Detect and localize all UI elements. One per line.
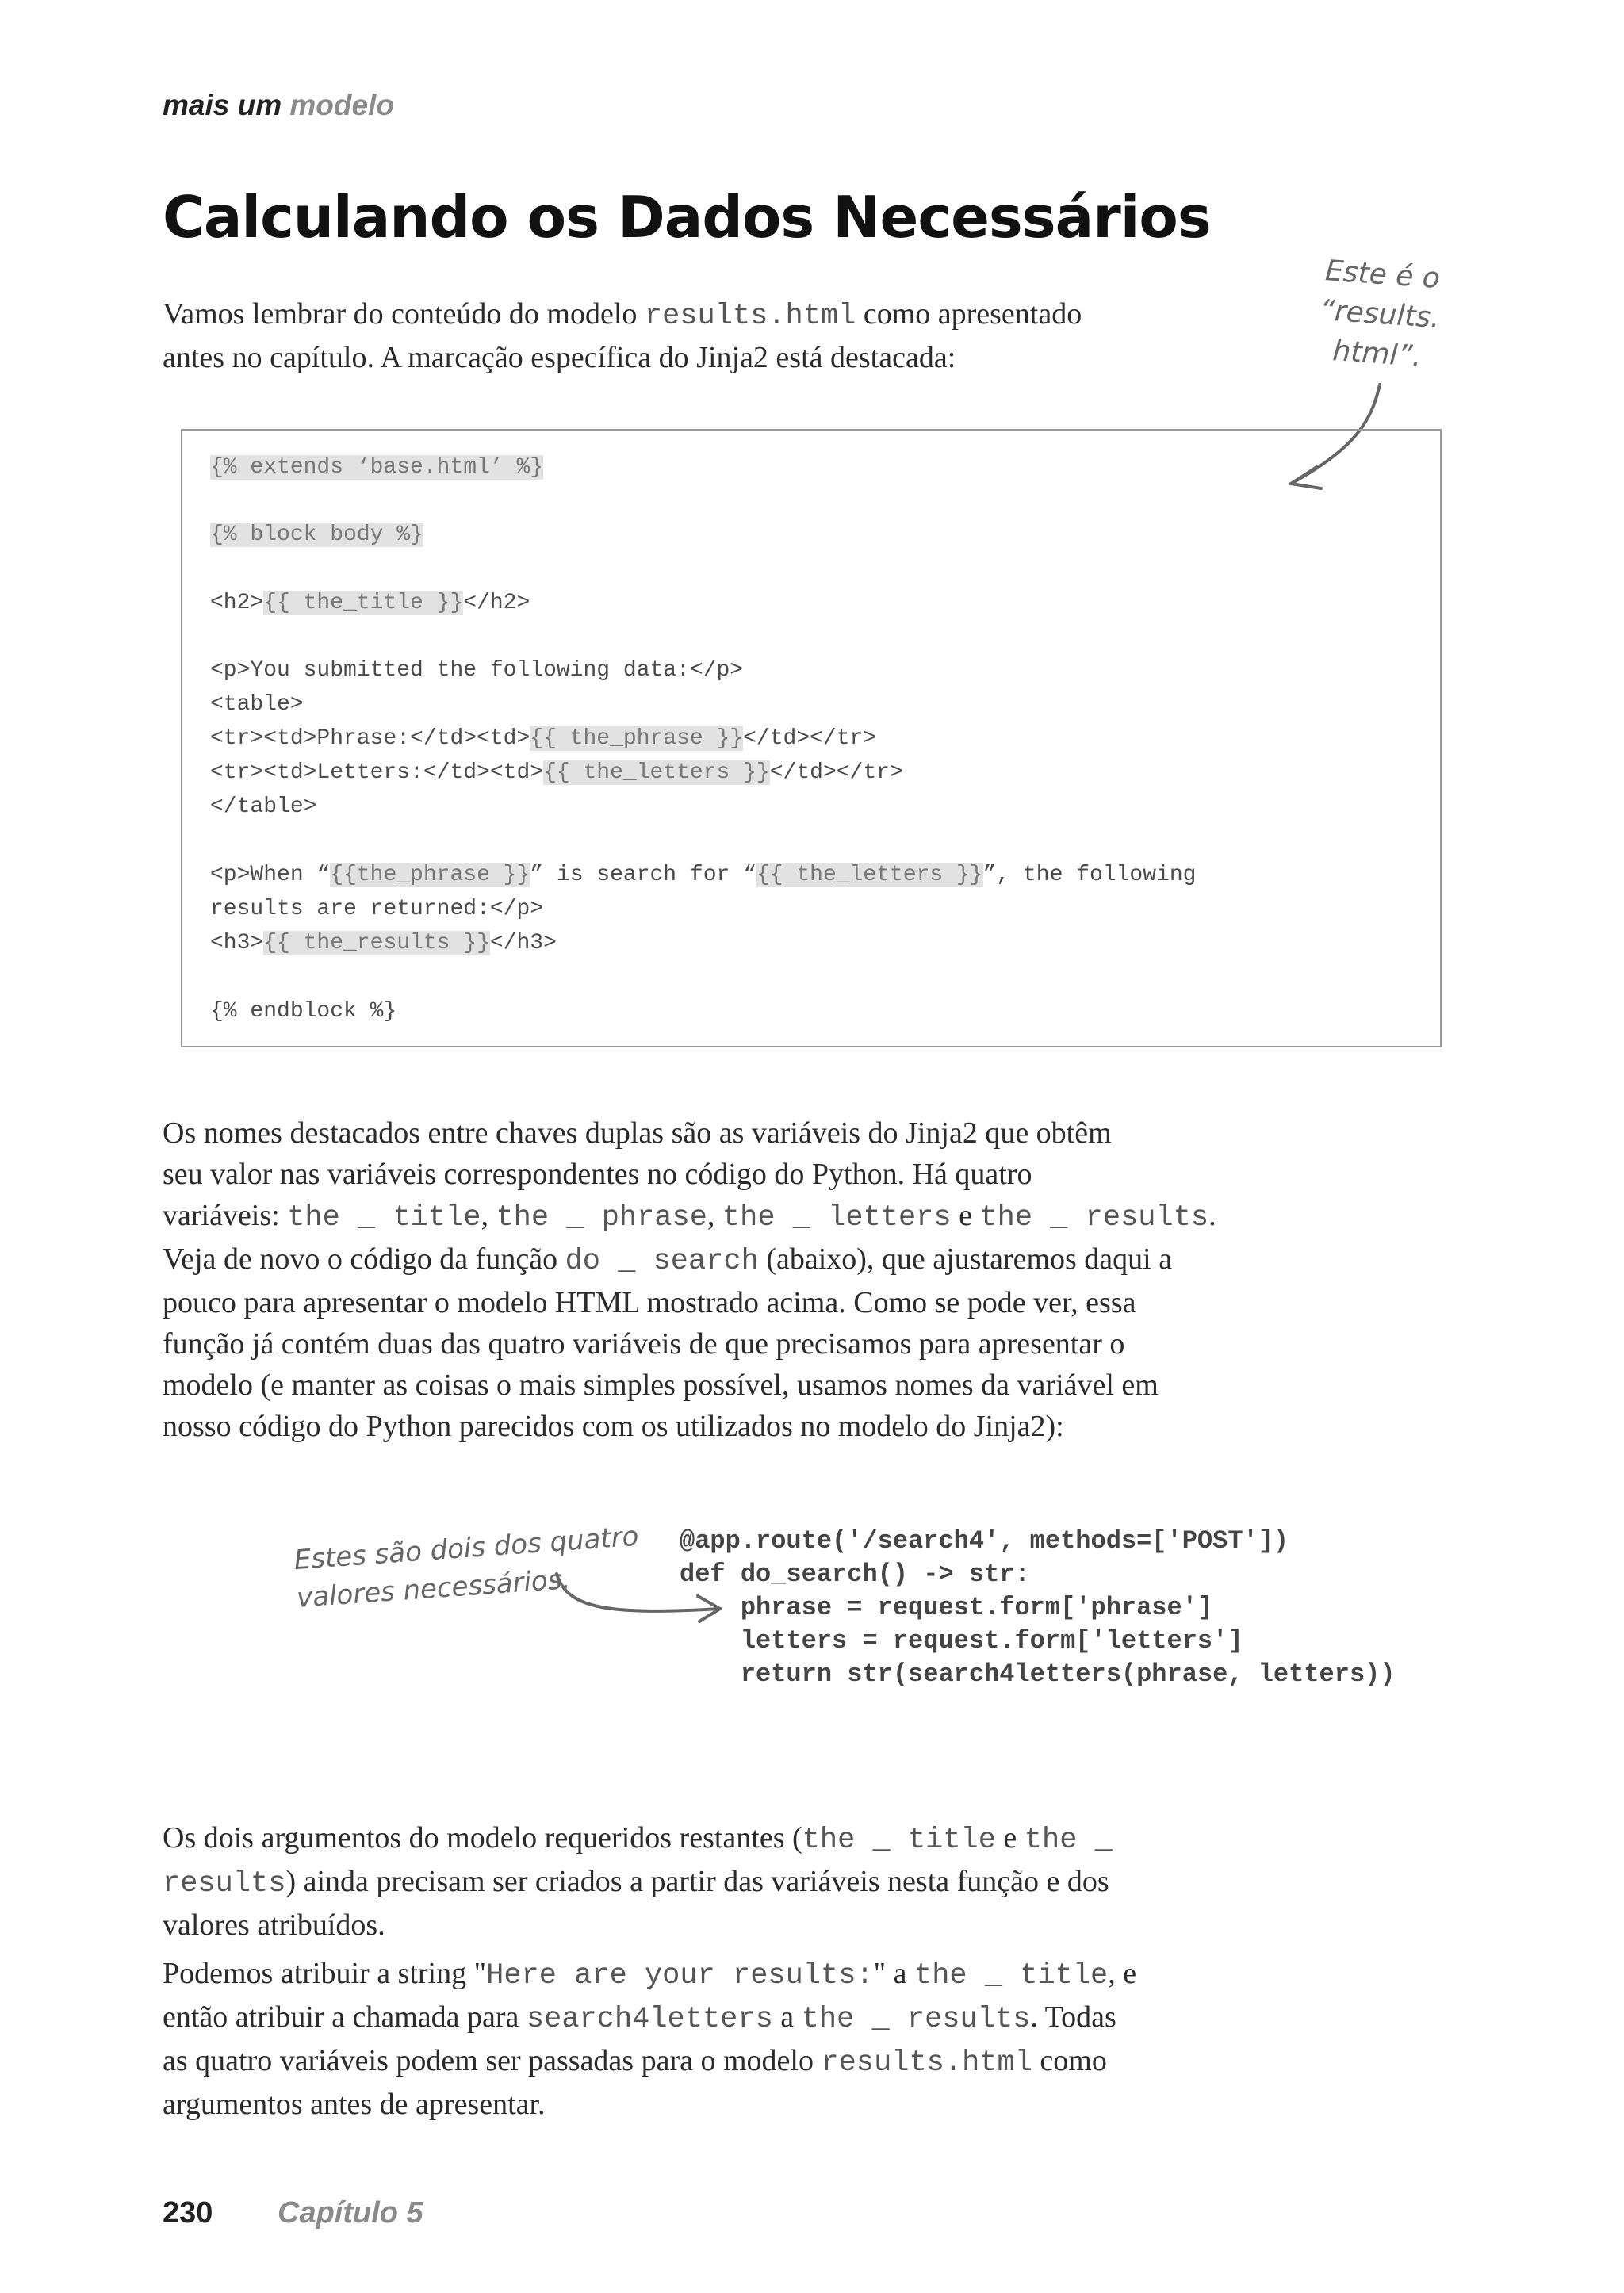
- var-code: the _ title: [287, 1201, 481, 1235]
- para-text: " a: [873, 1957, 915, 1990]
- para-text: como: [1032, 2044, 1107, 2077]
- html-text: <p>When “: [210, 863, 331, 887]
- html-text: </h3>: [489, 931, 557, 955]
- explanation-paragraph: [163, 1112, 1273, 1447]
- jinja-highlight: {% block body %}: [210, 523, 423, 547]
- var-code: the _ title: [914, 1959, 1109, 1992]
- var-code: the _ results: [801, 2003, 1031, 2036]
- intro-line-1: [163, 293, 1273, 337]
- var-code: search4letters: [526, 2003, 773, 2036]
- para-line: [163, 2040, 1273, 2084]
- para-line: [163, 1953, 1273, 1996]
- para-text: ,: [707, 1199, 722, 1232]
- jinja-highlight: {{ the_letters }}: [543, 760, 770, 785]
- jinja-highlight: {{the_phrase }}: [330, 863, 530, 887]
- html-text: ”, the following: [982, 863, 1197, 887]
- html-text: </td></tr>: [743, 726, 877, 751]
- py-line: phrase = request.form['phrase']: [680, 1593, 1213, 1622]
- html-text: <tr><td>Letters:</td><td>: [210, 760, 544, 785]
- intro-text: Vamos lembrar do conteúdo do modelo: [163, 297, 645, 331]
- note-line: html”.: [1331, 335, 1423, 373]
- code-line-extends: [210, 452, 543, 484]
- jinja-highlight: {{ the_title }}: [263, 591, 464, 615]
- para-text: Podemos atribuir a string ": [163, 1957, 487, 1990]
- arguments-paragraph: [163, 1817, 1273, 1946]
- code-line-tr-phrase: [210, 723, 876, 755]
- var-code: the _ letters: [722, 1201, 952, 1235]
- header-part1: mais um: [163, 89, 282, 121]
- html-text: </h2>: [463, 591, 530, 615]
- var-code: the _ results: [979, 1201, 1209, 1235]
- para-text: então atribuir a chamada para: [163, 2000, 527, 2034]
- jinja-highlight: {% extends ‘base.html’ %}: [210, 455, 544, 480]
- intro-line-2: antes no capítulo. A marcação específica do Jinja2 está destacada:: [163, 341, 956, 374]
- code-line-results-returned: results are returned:</p>: [210, 897, 544, 921]
- py-line: return str(search4letters(phrase, letters)): [680, 1659, 1396, 1689]
- var-code: the _: [1024, 1824, 1113, 1857]
- note-line: valores necessários.: [295, 1563, 572, 1614]
- html-text: <h3>: [210, 931, 264, 955]
- para-text: e: [995, 1821, 1025, 1855]
- para-line: [163, 1861, 1273, 1904]
- html-text: <tr><td>Phrase:</td><td>: [210, 726, 530, 751]
- para-line: argumentos antes de apresentar.: [163, 2088, 546, 2121]
- intro-paragraph: [163, 293, 1273, 378]
- header-part2: modelo: [289, 89, 394, 121]
- note-line: Este é o: [1323, 255, 1442, 296]
- para-text: . Todas: [1030, 2000, 1116, 2034]
- para-text: Veja de novo o código da função: [163, 1242, 565, 1276]
- var-code: Here are your results:: [486, 1959, 874, 1992]
- var-code: the _ phrase: [496, 1201, 707, 1235]
- code-line-h2: [210, 588, 530, 619]
- jinja-highlight: {{ the_letters }}: [756, 863, 983, 887]
- para-text: variáveis:: [163, 1199, 288, 1232]
- var-code: results.html: [821, 2046, 1032, 2080]
- para-line: pouco para apresentar o modelo HTML mostrado acima. Como se pode ver, essa: [163, 1286, 1136, 1319]
- para-text: ) ainda precisam ser criados a partir das variáveis nesta função e dos: [285, 1865, 1109, 1898]
- html-text: </td></tr>: [769, 760, 903, 785]
- running-header: [163, 89, 394, 122]
- py-line: def do_search() -> str:: [680, 1560, 1030, 1589]
- para-line: seu valor nas variáveis correspondentes no código do Python. Há quatro: [163, 1158, 1032, 1191]
- jinja-highlight: {{ the_results }}: [263, 931, 490, 955]
- intro-text: como apresentado: [856, 297, 1082, 331]
- code-line-block: [210, 519, 423, 551]
- para-line: [163, 1238, 1273, 1282]
- para-line: modelo (e manter as coisas o mais simples possível, usamos nomes da variável em: [163, 1369, 1159, 1402]
- intro-code: results.html: [644, 300, 856, 333]
- chapter-label: Capítulo 5: [278, 2196, 423, 2230]
- note-line: Estes são dois dos quatro: [293, 1520, 640, 1577]
- page-title: Calculando os Dados Necessários: [163, 184, 1211, 251]
- var-code: results: [163, 1867, 286, 1901]
- var-code: do _ search: [565, 1245, 759, 1278]
- handwritten-note-results: [1297, 250, 1463, 380]
- html-text: ” is search for “: [530, 863, 756, 887]
- para-text: a: [772, 2000, 802, 2034]
- note-line: “results.: [1319, 293, 1442, 335]
- para-text: (abaixo), que ajustaremos daqui a: [758, 1242, 1173, 1276]
- code-line-endblock: {% endblock %}: [210, 999, 397, 1024]
- py-line: @app.route('/search4', methods=['POST']): [680, 1526, 1289, 1556]
- code-line-p-submitted: <p>You submitted the following data:</p>: [210, 658, 744, 683]
- para-line: valores atribuídos.: [163, 1908, 385, 1942]
- var-code: the _ title: [802, 1824, 996, 1857]
- py-line: letters = request.form['letters']: [680, 1626, 1243, 1656]
- para-text: , e: [1108, 1957, 1137, 1990]
- code-line-h3: [210, 928, 557, 959]
- para-line: Os nomes destacados entre chaves duplas são as variáveis do Jinja2 que obtêm: [163, 1116, 1112, 1150]
- page-number: 230: [163, 2196, 213, 2230]
- para-text: Os dois argumentos do modelo requeridos restantes (: [163, 1821, 802, 1855]
- para-line: [163, 1817, 1273, 1861]
- assignment-paragraph: [163, 1953, 1273, 2125]
- para-text: ,: [481, 1199, 496, 1232]
- para-line: nosso código do Python parecidos com os utilizados no modelo do Jinja2):: [163, 1410, 1064, 1443]
- para-text: e: [951, 1199, 980, 1232]
- code-line-table-close: </table>: [210, 794, 317, 819]
- html-text: <h2>: [210, 591, 264, 615]
- para-line: função já contém duas das quatro variáveis de que precisamos para apresentar o: [163, 1327, 1125, 1361]
- para-text: .: [1208, 1199, 1216, 1232]
- code-line-table-open: <table>: [210, 692, 304, 717]
- jinja-highlight: {{ the_phrase }}: [530, 726, 744, 751]
- para-line: [163, 1195, 1273, 1238]
- para-text: as quatro variáveis podem ser passadas para o modelo: [163, 2044, 822, 2077]
- code-line-p-when: [210, 859, 1196, 891]
- code-line-tr-letters: [210, 757, 903, 789]
- para-line: [163, 1996, 1273, 2040]
